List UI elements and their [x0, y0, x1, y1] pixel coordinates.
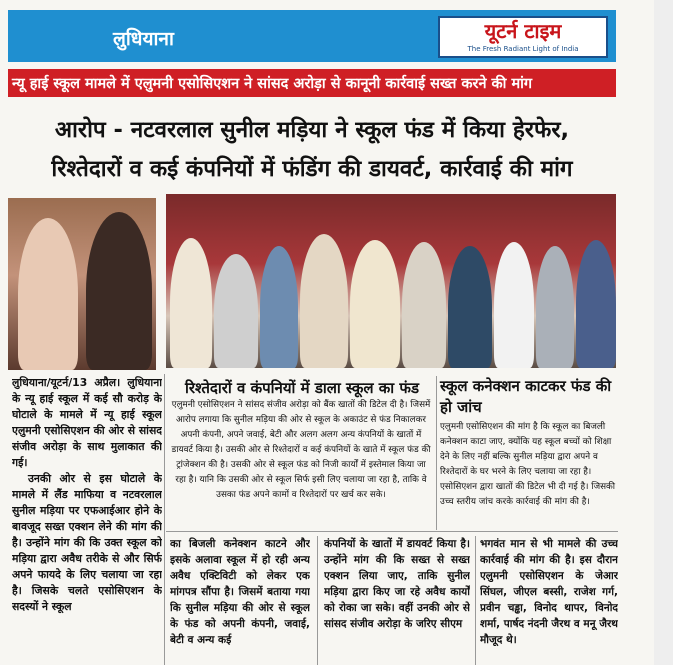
person-figure: [576, 240, 616, 368]
box1-text: एलुमनी एसोसिएशन ने सांसद संजीव अरोड़ा को बैंक खातों की डिटेल दी है। जिसमें आरोप लगाया कि सुनील मड़िया की ओर से स्कूल के अकाउंट से फंड निकालकर अपनी कंपनी, अपने जवाई, बेटी और अलग अलग अन्य कंपनियों के खातों में डायवर्ट किया है। उसकी ओर से रिश्तेदारों व कई कंपनियों के खाते में स्कूल फंड की ट्रांजेक्शन की है। उसकी ओर से स्कूल फंड को निजी कार्यों में इस्तेमाल किया जा रहा है। यानि कि उसकी ओर से स्कूल सिर्फ इसी लिए चलाया जा रहा है, ताकि वे उसका फंड अपने कामों व रिश्तेदारों पर खर्च कर सके।: [171, 400, 431, 500]
article-column-3: कंपनियों के खातों में डायवर्ट किया है। उन्होंने मांग की कि सख्त से सख्त एक्शन लिया जाए, ताकि सुनील मड़िया द्वारा किए जा रहे अवैध कार्यों को रोका जा सके। वहीं उनकी ओर से सांसद संजीव अरोड़ा के जरिए सीएम: [324, 538, 470, 630]
two-men-photo: [8, 198, 156, 370]
main-headline-line-2: रिश्तेदारों व कई कंपनियों में फंडिंग की डायवर्ट, कार्रवाई की मांग: [51, 156, 573, 182]
scrollbar-track[interactable]: [654, 0, 673, 665]
main-headline-line-1: आरोप - नटवरलाल सुनील मड़िया ने स्कूल फंड में किया हेरफेर,: [54, 117, 570, 143]
red-headline-banner: [8, 69, 616, 97]
article-paragraph: उनकी ओर से इस घोटाले के मामले में लैंड माफिया व नटवरलाल सुनील मड़िया पर एफआईआर होने के बावजूद सख्त एक्शन लेने की मांग की है। उन्होंने मांग की कि उक्त स्कूल को मड़िया द्वारा अवैध तरीके से और सिर्फ अपने फायदे के लिए चलाया जा रहा है। जिसके चलते एसोसिएशन के सदस्यों ने स्कूल: [12, 472, 162, 613]
article-column-4: भगवंत मान से भी मामले की उच्च कार्रवाई की मांग की है। इस दौरान एलुमनी एसोसिएशन के जेआर सिंघल, जीएल बस्सी, राजेश गर्ग, प्रवीन चड्ढा, विनोद थापर, विनोद शर्मा, पार्षद नंदनी जैरथ व मनू जैरथ मौजूद थे।: [480, 538, 618, 646]
box2-text: एलुमनी एसोसिएशन की मांग है कि स्कूल का बिजली कनेक्शन काटा जाए, क्योंकि यह स्कूल बच्चों को शिक्षा देने के लिए नहीं बल्कि सुनील मड़िया द्वारा अपने व रिश्तेदारों के घर भरने के लिए चलाया जा रहा है। एसोसिएशन द्वारा खातों की डिटेल भी दी गई है। जिसकी उच्च स्तरीय जांच करके कार्रवाई की मांग की है।: [440, 422, 616, 507]
person-figure: [350, 240, 400, 368]
box-divider: [436, 376, 437, 530]
red-headline-text: न्यू हाई स्कूल मामले में एलुमनी एसोसिएशन ने सांसद अरोड़ा से कानूनी कार्रवाई सख्त करने की मांग: [12, 76, 533, 92]
person-figure: [300, 234, 348, 368]
person-figure: [494, 242, 534, 368]
column-divider: [164, 374, 165, 665]
person-figure: [260, 246, 298, 368]
group-photo: [166, 194, 616, 368]
person-figure: [86, 212, 152, 370]
city-name: लुधियाना: [113, 28, 174, 50]
person-figure: [448, 246, 492, 368]
person-figure: [214, 254, 258, 368]
column-divider: [317, 536, 318, 665]
logo-title: यूटर्न टाइम: [484, 19, 562, 43]
logo-tagline: The Fresh Radiant Light of India: [467, 45, 579, 53]
column-divider: [475, 536, 476, 665]
person-figure: [18, 218, 78, 370]
person-figure: [536, 246, 574, 368]
newspaper-logo: [438, 16, 608, 58]
person-figure: [170, 238, 212, 368]
box1-subheading: रिश्तेदारों व कंपनियों में डाला स्कूल का फंड: [184, 379, 419, 397]
person-figure: [402, 242, 446, 368]
section-divider: [166, 531, 618, 532]
box2-subheading: स्कूल कनेक्शन काटकर फंड की हो जांच: [440, 377, 612, 416]
article-column-1: [12, 375, 162, 665]
article-paragraph: लुधियाना/यूटर्न/13 अप्रैल। लुधियाना के न्यू हाई स्कूल में कई सौ करोड़ के घोटाले के मामले में न्यू हाई स्कूल एलुमनी एसोसिएशन की ओर से सांसद संजीव अरोड़ा के साथ मुलाकात की गई।: [12, 376, 162, 469]
article-column-2: का बिजली कनेक्शन काटने और इसके अलावा स्कूल में हो रही अन्य अवैध एक्टिविटी को लेकर एक मांगपत्र सौंपा है। जिसमें बताया गया कि सुनील मड़िया की ओर से स्कूल के फंड को अपनी कंपनी, जवाई, बेटी व अन्य कई: [170, 538, 310, 646]
